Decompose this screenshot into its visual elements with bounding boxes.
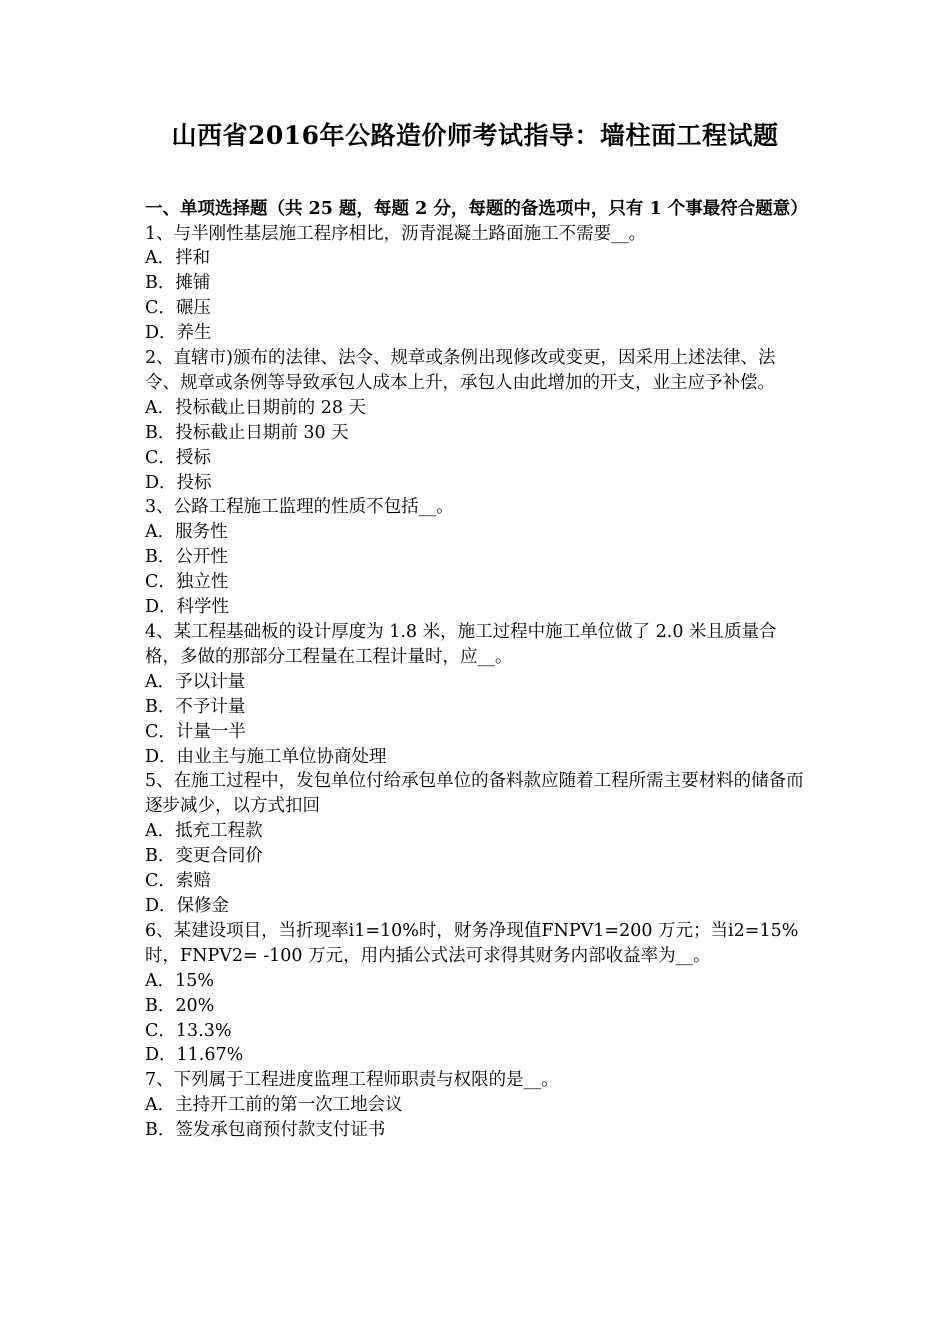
- question-stem: 5、在施工过程中，发包单位付给承包单位的备料款应随着工程所需主要材料的储备而逐步减少，以方式扣回: [145, 771, 804, 817]
- question-stem: 1、与半刚性基层施工程序相比，沥青混凝土路面施工不需要__。: [145, 223, 647, 244]
- option-c: C．授标: [145, 447, 211, 468]
- option-a: A．15%: [145, 970, 215, 991]
- option-d: D．由业主与施工单位协商处理: [145, 746, 387, 767]
- question-stem: 7、下列属于工程进度监理工程师职责与权限的是__。: [145, 1070, 559, 1091]
- document-title: 山西省2016年公路造价师考试指导：墙柱面工程试题: [171, 121, 779, 150]
- option-c: C．计量一半: [145, 721, 246, 742]
- question-5: [145, 769, 810, 918]
- option-c: C．索赔: [145, 871, 211, 892]
- option-b: B．签发承包商预付款支付证书: [145, 1120, 386, 1141]
- option-a: A．服务性: [145, 522, 228, 543]
- option-c: C．碾压: [145, 298, 211, 319]
- question-stem: 4、某工程基础板的设计厚度为 1.8 米，施工过程中施工单位做了 2.0 米且质量合格，多做的那部分工程量在工程计量时，应__。: [145, 622, 777, 667]
- option-b: B．投标截止日期前 30 天: [145, 422, 349, 443]
- question-stem: 2、直辖市)颁布的法律、法令、规章或条例出现修改或变更，因采用上述法律、法令、规章或条例等导致承包人成本上升，承包人由此增加的开支，业主应予补偿。: [145, 348, 776, 393]
- option-a: A．抵充工程款: [145, 821, 263, 842]
- option-a: A．投标截止日期前的 28 天: [145, 397, 367, 418]
- option-b: B．变更合同价: [145, 846, 263, 867]
- question-1: [145, 222, 810, 347]
- question-stem: 6、某建设项目，当折现率i1=10%时，财务净现值FNPV1=200 万元；当i2=15%时，FNPV2= -100 万元，用内插公式法可求得其财务内部收益率为__。: [145, 920, 799, 966]
- option-c: C．13.3%: [145, 1020, 232, 1041]
- option-d: D．科学性: [145, 597, 230, 618]
- option-d: D．保修金: [145, 895, 230, 916]
- question-3: [145, 495, 810, 620]
- question-stem: 3、公路工程施工监理的性质不包括__。: [145, 497, 454, 518]
- option-b: B．公开性: [145, 547, 228, 568]
- option-a: A．主持开工前的第一次工地会议: [145, 1095, 403, 1116]
- option-d: D．养生: [145, 323, 212, 344]
- question-6: [145, 919, 810, 1068]
- section-heading: 一、单项选择题（共 25 题，每题 2 分，每题的备选项中，只有 1 个事最符合题意）: [145, 199, 808, 219]
- question-4: [145, 620, 810, 769]
- question-2: [145, 346, 810, 495]
- option-b: B．不予计量: [145, 696, 246, 717]
- option-c: C．独立性: [145, 572, 229, 593]
- option-d: D．投标: [145, 472, 212, 493]
- option-a: A．予以计量: [145, 671, 246, 692]
- option-b: B．20%: [145, 995, 215, 1016]
- option-a: A．拌和: [145, 248, 211, 269]
- document-body: [145, 197, 810, 1143]
- option-b: B．摊铺: [145, 273, 211, 294]
- question-7: [145, 1068, 810, 1143]
- option-d: D．11.67%: [145, 1045, 244, 1066]
